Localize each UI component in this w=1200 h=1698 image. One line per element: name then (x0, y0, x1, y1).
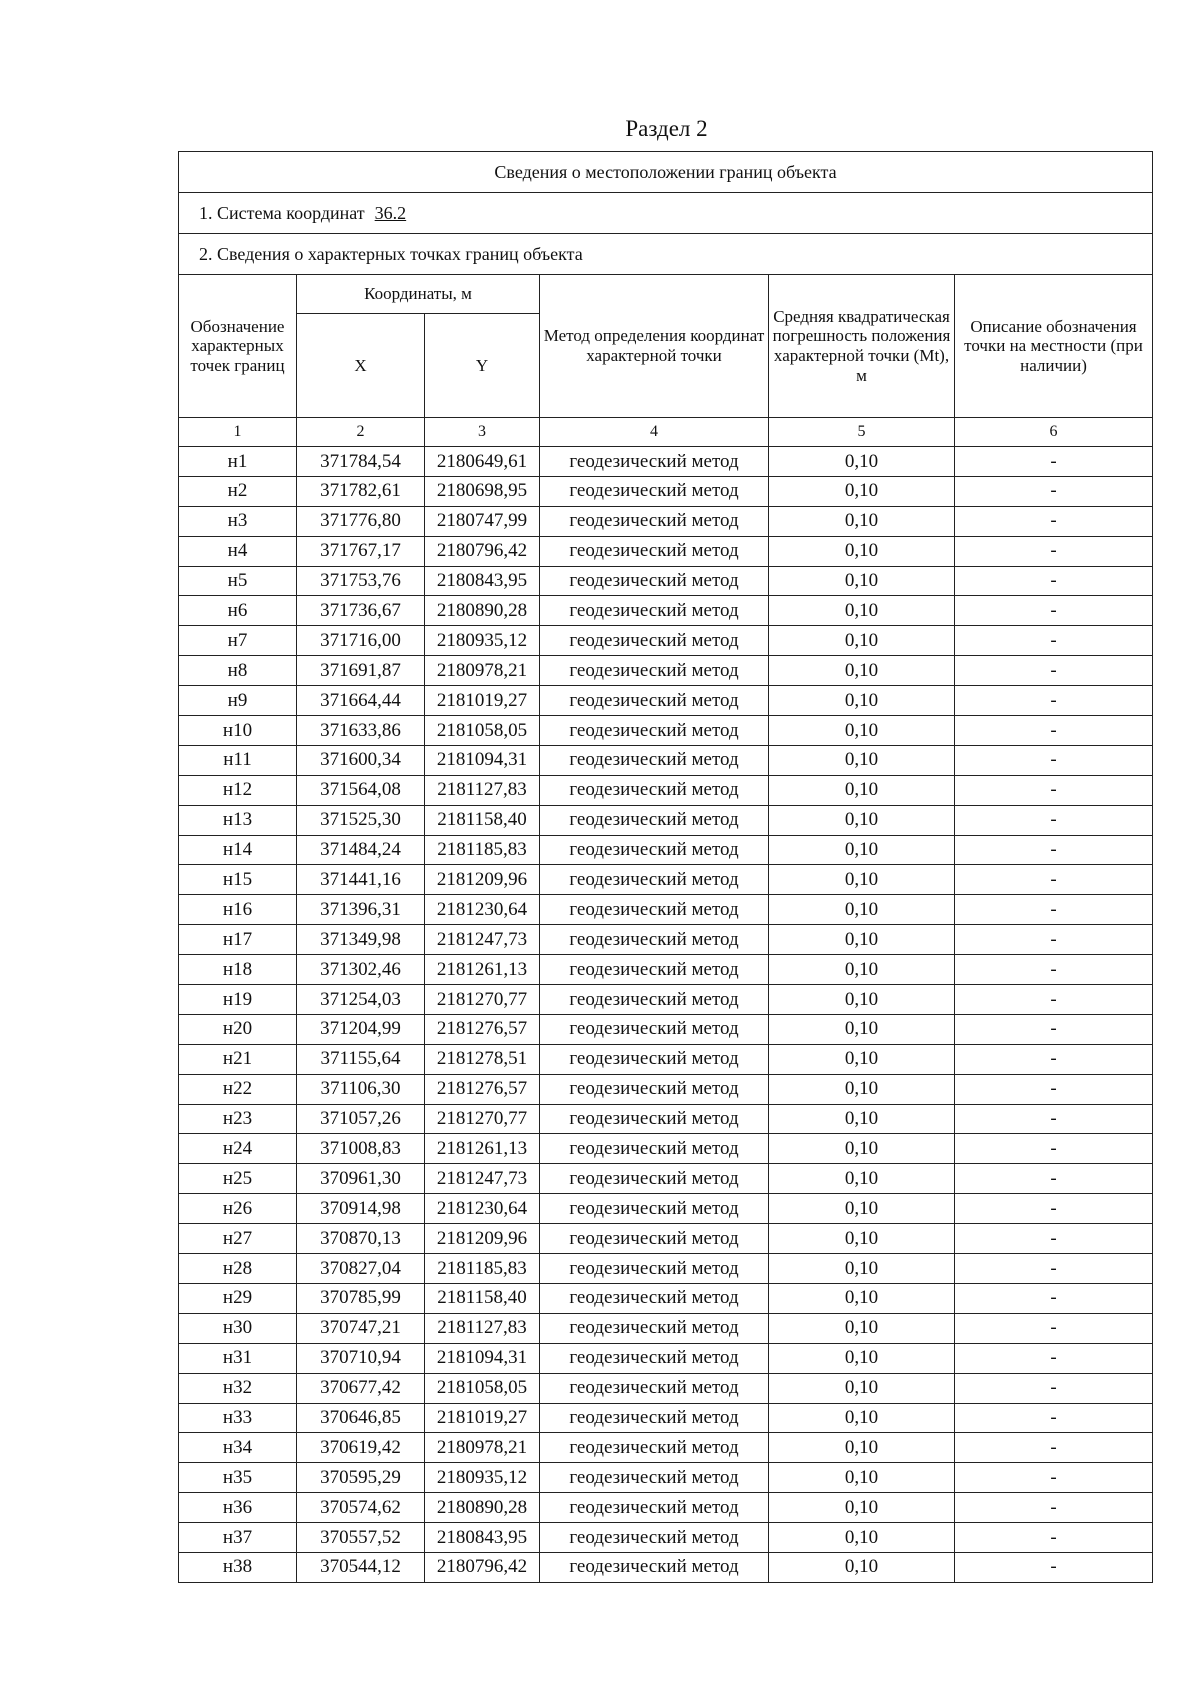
table-row (179, 925, 1153, 955)
x-cell: 370747,21 (297, 1313, 425, 1343)
method-cell: геодезический метод (540, 745, 769, 775)
method-cell: геодезический метод (540, 805, 769, 835)
method-cell: геодезический метод (540, 1493, 769, 1523)
column-number: 3 (425, 418, 540, 447)
y-cell: 2181278,51 (425, 1044, 540, 1074)
y-cell: 2181209,96 (425, 865, 540, 895)
x-cell: 370557,52 (297, 1523, 425, 1553)
point-id-cell: н1 (179, 447, 297, 477)
section-title: Раздел 2 (625, 116, 708, 141)
y-cell: 2181270,77 (425, 985, 540, 1015)
table-row (179, 1074, 1153, 1104)
description-cell: - (955, 626, 1153, 656)
mt-cell: 0,10 (769, 895, 955, 925)
y-cell: 2180649,61 (425, 447, 540, 477)
x-cell: 370785,99 (297, 1283, 425, 1313)
table-row (179, 835, 1153, 865)
points-heading: 2. Сведения о характерных точках границ объекта (179, 234, 1153, 275)
point-id-cell: н26 (179, 1194, 297, 1224)
method-cell: геодезический метод (540, 835, 769, 865)
method-cell: геодезический метод (540, 536, 769, 566)
x-cell: 370677,42 (297, 1373, 425, 1403)
x-cell: 370646,85 (297, 1403, 425, 1433)
description-cell: - (955, 985, 1153, 1015)
table-row (179, 895, 1153, 925)
description-cell: - (955, 865, 1153, 895)
point-id-cell: н13 (179, 805, 297, 835)
point-id-cell: н27 (179, 1224, 297, 1254)
mt-cell: 0,10 (769, 1523, 955, 1553)
y-cell: 2180935,12 (425, 1463, 540, 1493)
y-cell: 2181247,73 (425, 925, 540, 955)
x-cell: 371484,24 (297, 835, 425, 865)
description-cell: - (955, 1254, 1153, 1284)
column-number-row (179, 418, 1153, 447)
x-cell: 371691,87 (297, 656, 425, 686)
point-id-cell: н9 (179, 686, 297, 716)
description-cell: - (955, 1403, 1153, 1433)
y-cell: 2180935,12 (425, 626, 540, 656)
mt-cell: 0,10 (769, 955, 955, 985)
point-id-cell: н37 (179, 1523, 297, 1553)
x-cell: 371525,30 (297, 805, 425, 835)
method-cell: геодезический метод (540, 955, 769, 985)
x-cell: 370595,29 (297, 1463, 425, 1493)
y-cell: 2181230,64 (425, 895, 540, 925)
method-cell: геодезический метод (540, 1463, 769, 1493)
mt-cell: 0,10 (769, 596, 955, 626)
method-cell: геодезический метод (540, 1254, 769, 1284)
point-id-cell: н30 (179, 1313, 297, 1343)
coord-system-value: 36.2 (374, 202, 407, 223)
description-cell: - (955, 476, 1153, 506)
description-cell: - (955, 716, 1153, 746)
method-cell: геодезический метод (540, 1403, 769, 1433)
mt-cell: 0,10 (769, 536, 955, 566)
description-cell: - (955, 566, 1153, 596)
x-cell: 371784,54 (297, 447, 425, 477)
x-cell: 371302,46 (297, 955, 425, 985)
x-cell: 370619,42 (297, 1433, 425, 1463)
description-cell: - (955, 686, 1153, 716)
description-cell: - (955, 1044, 1153, 1074)
description-cell: - (955, 955, 1153, 985)
description-cell: - (955, 536, 1153, 566)
table-row (179, 1403, 1153, 1433)
point-id-cell: н22 (179, 1074, 297, 1104)
column-number: 1 (179, 418, 297, 447)
y-cell: 2181230,64 (425, 1194, 540, 1224)
x-cell: 371106,30 (297, 1074, 425, 1104)
table-row (179, 1523, 1153, 1553)
y-cell: 2181058,05 (425, 1373, 540, 1403)
table-row (179, 686, 1153, 716)
mt-cell: 0,10 (769, 656, 955, 686)
description-cell: - (955, 506, 1153, 536)
method-cell: геодезический метод (540, 447, 769, 477)
point-id-cell: н6 (179, 596, 297, 626)
y-cell: 2181127,83 (425, 1313, 540, 1343)
method-cell: геодезический метод (540, 775, 769, 805)
x-cell: 371254,03 (297, 985, 425, 1015)
method-cell: геодезический метод (540, 1343, 769, 1373)
x-cell: 371057,26 (297, 1104, 425, 1134)
y-cell: 2181185,83 (425, 1254, 540, 1284)
y-cell: 2181019,27 (425, 686, 540, 716)
y-cell: 2181185,83 (425, 835, 540, 865)
point-id-cell: н28 (179, 1254, 297, 1284)
header-x: X (297, 314, 425, 418)
point-id-cell: н32 (179, 1373, 297, 1403)
column-number: 5 (769, 418, 955, 447)
x-cell: 371564,08 (297, 775, 425, 805)
mt-cell: 0,10 (769, 1194, 955, 1224)
y-cell: 2181209,96 (425, 1224, 540, 1254)
y-cell: 2180698,95 (425, 476, 540, 506)
x-cell: 371633,86 (297, 716, 425, 746)
table-row (179, 1014, 1153, 1044)
header-coordinates: Координаты, м (297, 275, 540, 314)
mt-cell: 0,10 (769, 985, 955, 1015)
point-id-cell: н33 (179, 1403, 297, 1433)
method-cell: геодезический метод (540, 1224, 769, 1254)
point-id-cell: н8 (179, 656, 297, 686)
table-row (179, 865, 1153, 895)
point-id-cell: н17 (179, 925, 297, 955)
method-cell: геодезический метод (540, 1283, 769, 1313)
x-cell: 371782,61 (297, 476, 425, 506)
description-cell: - (955, 1313, 1153, 1343)
mt-cell: 0,10 (769, 1343, 955, 1373)
mt-cell: 0,10 (769, 1283, 955, 1313)
table-row (179, 1194, 1153, 1224)
table-row (179, 745, 1153, 775)
point-id-cell: н16 (179, 895, 297, 925)
table-row (179, 1044, 1153, 1074)
point-id-cell: н5 (179, 566, 297, 596)
mt-cell: 0,10 (769, 1463, 955, 1493)
y-cell: 2181094,31 (425, 745, 540, 775)
table-row (179, 955, 1153, 985)
description-cell: - (955, 775, 1153, 805)
description-cell: - (955, 895, 1153, 925)
point-id-cell: н2 (179, 476, 297, 506)
x-cell: 370827,04 (297, 1254, 425, 1284)
method-cell: геодезический метод (540, 1313, 769, 1343)
description-cell: - (955, 835, 1153, 865)
y-cell: 2181158,40 (425, 805, 540, 835)
y-cell: 2180890,28 (425, 1493, 540, 1523)
description-cell: - (955, 596, 1153, 626)
method-cell: геодезический метод (540, 1044, 769, 1074)
mt-cell: 0,10 (769, 925, 955, 955)
point-id-cell: н21 (179, 1044, 297, 1074)
table-banner-row (179, 152, 1153, 193)
mt-cell: 0,10 (769, 1104, 955, 1134)
header-method: Метод определения координат характерной точки (540, 275, 769, 418)
y-cell: 2181127,83 (425, 775, 540, 805)
point-id-cell: н29 (179, 1283, 297, 1313)
y-cell: 2181019,27 (425, 1403, 540, 1433)
point-id-cell: н31 (179, 1343, 297, 1373)
y-cell: 2180796,42 (425, 536, 540, 566)
description-cell: - (955, 925, 1153, 955)
points-heading-row (179, 234, 1153, 275)
mt-cell: 0,10 (769, 1433, 955, 1463)
method-cell: геодезический метод (540, 1194, 769, 1224)
table-row (179, 596, 1153, 626)
table-row (179, 985, 1153, 1015)
description-cell: - (955, 1523, 1153, 1553)
x-cell: 370961,30 (297, 1164, 425, 1194)
mt-cell: 0,10 (769, 1074, 955, 1104)
table-row (179, 1104, 1153, 1134)
method-cell: геодезический метод (540, 1373, 769, 1403)
point-id-cell: н11 (179, 745, 297, 775)
point-id-cell: н36 (179, 1493, 297, 1523)
coord-system-row (179, 193, 1153, 234)
x-cell: 371716,00 (297, 626, 425, 656)
point-id-cell: н19 (179, 985, 297, 1015)
table-row (179, 1134, 1153, 1164)
method-cell: геодезический метод (540, 476, 769, 506)
description-cell: - (955, 805, 1153, 835)
x-cell: 371736,67 (297, 596, 425, 626)
mt-cell: 0,10 (769, 506, 955, 536)
method-cell: геодезический метод (540, 1523, 769, 1553)
mt-cell: 0,10 (769, 745, 955, 775)
point-id-cell: н12 (179, 775, 297, 805)
y-cell: 2181094,31 (425, 1343, 540, 1373)
x-cell: 371600,34 (297, 745, 425, 775)
boundary-points-table (178, 151, 1153, 1583)
point-id-cell: н24 (179, 1134, 297, 1164)
header-row-1 (179, 275, 1153, 314)
y-cell: 2181247,73 (425, 1164, 540, 1194)
table-row (179, 1254, 1153, 1284)
x-cell: 371441,16 (297, 865, 425, 895)
method-cell: геодезический метод (540, 626, 769, 656)
mt-cell: 0,10 (769, 805, 955, 835)
table-row (179, 1164, 1153, 1194)
mt-cell: 0,10 (769, 775, 955, 805)
description-cell: - (955, 745, 1153, 775)
table-row (179, 1433, 1153, 1463)
mt-cell: 0,10 (769, 1254, 955, 1284)
method-cell: геодезический метод (540, 1014, 769, 1044)
table-row (179, 536, 1153, 566)
description-cell: - (955, 1373, 1153, 1403)
coord-system-label: 1. Система координат (199, 202, 365, 223)
point-id-cell: н14 (179, 835, 297, 865)
method-cell: геодезический метод (540, 1164, 769, 1194)
description-cell: - (955, 1224, 1153, 1254)
table-row (179, 775, 1153, 805)
description-cell: - (955, 1493, 1153, 1523)
method-cell: геодезический метод (540, 865, 769, 895)
mt-cell: 0,10 (769, 1224, 955, 1254)
table-row (179, 656, 1153, 686)
method-cell: геодезический метод (540, 506, 769, 536)
table-row (179, 1373, 1153, 1403)
x-cell: 371753,76 (297, 566, 425, 596)
mt-cell: 0,10 (769, 716, 955, 746)
method-cell: геодезический метод (540, 1552, 769, 1582)
mt-cell: 0,10 (769, 1493, 955, 1523)
y-cell: 2181276,57 (425, 1014, 540, 1044)
table-row (179, 1224, 1153, 1254)
table-row (179, 506, 1153, 536)
table-row (179, 1283, 1153, 1313)
description-cell: - (955, 1433, 1153, 1463)
mt-cell: 0,10 (769, 626, 955, 656)
y-cell: 2180796,42 (425, 1552, 540, 1582)
column-number: 2 (297, 418, 425, 447)
y-cell: 2181261,13 (425, 955, 540, 985)
method-cell: геодезический метод (540, 1134, 769, 1164)
table-row (179, 805, 1153, 835)
description-cell: - (955, 1014, 1153, 1044)
header-y: Y (425, 314, 540, 418)
description-cell: - (955, 1074, 1153, 1104)
table-row (179, 476, 1153, 506)
y-cell: 2181158,40 (425, 1283, 540, 1313)
description-cell: - (955, 1552, 1153, 1582)
x-cell: 370710,94 (297, 1343, 425, 1373)
y-cell: 2181058,05 (425, 716, 540, 746)
mt-cell: 0,10 (769, 1164, 955, 1194)
method-cell: геодезический метод (540, 716, 769, 746)
x-cell: 371664,44 (297, 686, 425, 716)
y-cell: 2181270,77 (425, 1104, 540, 1134)
mt-cell: 0,10 (769, 1552, 955, 1582)
table-row (179, 1493, 1153, 1523)
y-cell: 2180843,95 (425, 1523, 540, 1553)
description-cell: - (955, 656, 1153, 686)
mt-cell: 0,10 (769, 1313, 955, 1343)
method-cell: геодезический метод (540, 596, 769, 626)
point-id-cell: н34 (179, 1433, 297, 1463)
table-row (179, 1552, 1153, 1582)
x-cell: 371776,80 (297, 506, 425, 536)
table-row (179, 1463, 1153, 1493)
point-id-cell: н10 (179, 716, 297, 746)
point-id-cell: н4 (179, 536, 297, 566)
y-cell: 2181261,13 (425, 1134, 540, 1164)
mt-cell: 0,10 (769, 1403, 955, 1433)
description-cell: - (955, 447, 1153, 477)
y-cell: 2180843,95 (425, 566, 540, 596)
y-cell: 2180747,99 (425, 506, 540, 536)
description-cell: - (955, 1283, 1153, 1313)
mt-cell: 0,10 (769, 1014, 955, 1044)
x-cell: 371396,31 (297, 895, 425, 925)
method-cell: геодезический метод (540, 686, 769, 716)
method-cell: геодезический метод (540, 895, 769, 925)
point-id-cell: н20 (179, 1014, 297, 1044)
x-cell: 371767,17 (297, 536, 425, 566)
point-id-cell: н18 (179, 955, 297, 985)
description-cell: - (955, 1164, 1153, 1194)
method-cell: геодезический метод (540, 925, 769, 955)
method-cell: геодезический метод (540, 566, 769, 596)
mt-cell: 0,10 (769, 1044, 955, 1074)
point-id-cell: н7 (179, 626, 297, 656)
table-row (179, 1313, 1153, 1343)
mt-cell: 0,10 (769, 476, 955, 506)
point-id-cell: н15 (179, 865, 297, 895)
mt-cell: 0,10 (769, 686, 955, 716)
table-row (179, 447, 1153, 477)
method-cell: геодезический метод (540, 1104, 769, 1134)
table-row (179, 1343, 1153, 1373)
mt-cell: 0,10 (769, 447, 955, 477)
y-cell: 2180890,28 (425, 596, 540, 626)
x-cell: 371155,64 (297, 1044, 425, 1074)
table-row (179, 716, 1153, 746)
mt-cell: 0,10 (769, 1134, 955, 1164)
x-cell: 370544,12 (297, 1552, 425, 1582)
table-row (179, 566, 1153, 596)
mt-cell: 0,10 (769, 835, 955, 865)
description-cell: - (955, 1194, 1153, 1224)
y-cell: 2180978,21 (425, 656, 540, 686)
x-cell: 371204,99 (297, 1014, 425, 1044)
description-cell: - (955, 1134, 1153, 1164)
header-description: Описание обозначения точки на местности (при наличии) (955, 275, 1153, 418)
method-cell: геодезический метод (540, 1433, 769, 1463)
mt-cell: 0,10 (769, 566, 955, 596)
description-cell: - (955, 1463, 1153, 1493)
header-designation: Обозначение характерных точек границ (179, 275, 297, 418)
x-cell: 371008,83 (297, 1134, 425, 1164)
x-cell: 370870,13 (297, 1224, 425, 1254)
description-cell: - (955, 1104, 1153, 1134)
y-cell: 2181276,57 (425, 1074, 540, 1104)
method-cell: геодезический метод (540, 656, 769, 686)
point-id-cell: н3 (179, 506, 297, 536)
point-id-cell: н25 (179, 1164, 297, 1194)
column-number: 4 (540, 418, 769, 447)
x-cell: 371349,98 (297, 925, 425, 955)
header-error: Средняя квадратическая погрешность положения характерной точки (Mt), м (769, 275, 955, 418)
mt-cell: 0,10 (769, 1373, 955, 1403)
y-cell: 2180978,21 (425, 1433, 540, 1463)
point-id-cell: н35 (179, 1463, 297, 1493)
method-cell: геодезический метод (540, 985, 769, 1015)
point-id-cell: н23 (179, 1104, 297, 1134)
table-row (179, 626, 1153, 656)
table-banner: Сведения о местоположении границ объекта (179, 152, 1153, 193)
x-cell: 370914,98 (297, 1194, 425, 1224)
x-cell: 370574,62 (297, 1493, 425, 1523)
coord-system-cell (179, 193, 1153, 234)
point-id-cell: н38 (179, 1552, 297, 1582)
mt-cell: 0,10 (769, 865, 955, 895)
description-cell: - (955, 1343, 1153, 1373)
method-cell: геодезический метод (540, 1074, 769, 1104)
column-number: 6 (955, 418, 1153, 447)
